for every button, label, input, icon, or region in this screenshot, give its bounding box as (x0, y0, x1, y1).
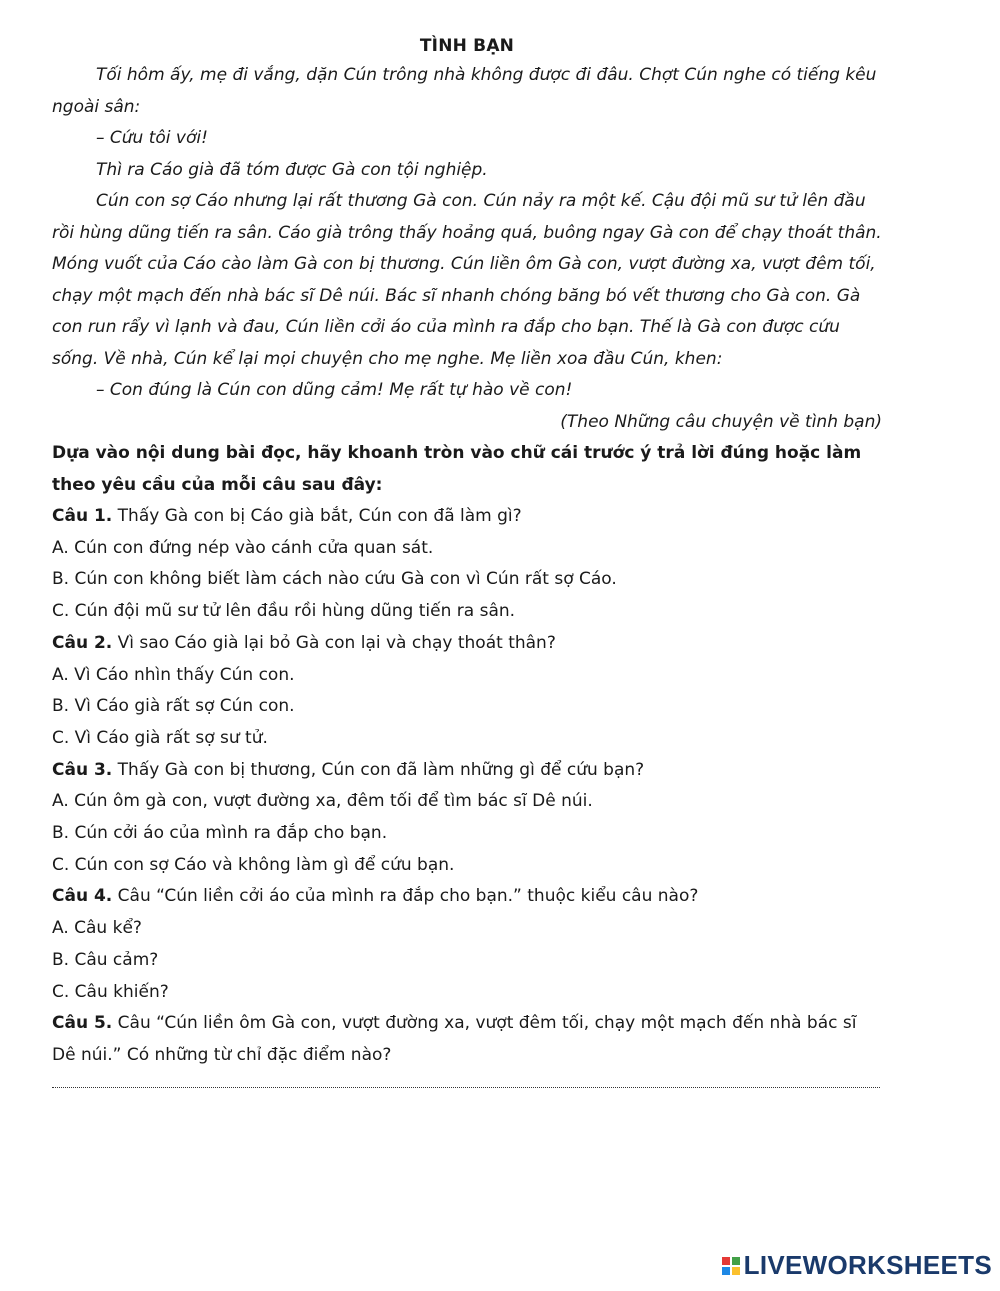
answer-option[interactable]: B. Câu cảm? (52, 949, 159, 970)
story-source: (Theo Những câu chuyện về tình bạn) (560, 411, 882, 432)
page-title: TÌNH BẠN (419, 36, 515, 56)
question-4 (52, 881, 882, 913)
answer-line[interactable] (52, 1086, 880, 1088)
logo-square (722, 1267, 730, 1275)
question-2 (52, 628, 882, 660)
questions (52, 501, 882, 1072)
question-number: Câu 4. (52, 886, 113, 907)
question-text: Câu “Cún liền cởi áo của mình ra đắp cho bạn.” thuộc kiểu câu nào? (112, 886, 699, 907)
answer-option[interactable]: B. Cún con không biết làm cách nào cứu Gà con vì Cún rất sợ Cáo. (52, 569, 617, 590)
answer-option[interactable]: C. Cún con sợ Cáo và không làm gì để cứu bạn. (52, 854, 455, 875)
question-text: Câu “Cún liền ôm Gà con, vượt đường xa, vượt đêm tối, chạy một mạch đến nhà bác sĩ Dê núi.” Có những từ chỉ đặc điểm nào? (52, 1013, 857, 1065)
question-number: Câu 2. (52, 632, 113, 653)
story-paragraph-1: Tối hôm ấy, mẹ đi vắng, dặn Cún trông nhà không được đi đâu. Chợt Cún nghe có tiếng kêu ngoài sân: (52, 65, 877, 117)
question-text: Vì sao Cáo già lại bỏ Gà con lại và chạy thoát thân? (112, 632, 556, 653)
logo-mark-icon (722, 1257, 740, 1275)
answer-option[interactable]: C. Cún đội mũ sư tử lên đầu rồi hùng dũng tiến ra sân. (52, 601, 516, 622)
liveworksheets-logo (722, 1250, 992, 1281)
story-paragraph-4: Cún con sợ Cáo nhưng lại rất thương Gà con. Cún nảy ra một kế. Cậu đội mũ sư tử lên đầu rồi hùng dũng tiến ra sân. Cáo già trông thấy hoảng quá, buông ngay Gà con để chạy thoát thân. Móng vuốt của Cáo cào làm Gà con bị thương. Cún liền ôm Gà con, vượt đường xa, vượt đêm tối, chạy một mạch đến nhà bác sĩ Dê núi. Bác sĩ nhanh chóng băng bó vết thương cho Gà con. Gà con run rẩy vì lạnh và đau, Cún liền cởi áo của mình ra đắp cho bạn. Thế là Gà con được cứu sống. Về nhà, Cún kể lại mọi chuyện cho mẹ nghe. Mẹ liền xoa đầu Cún, khen: (52, 191, 882, 369)
answer-option[interactable]: B. Cún cởi áo của mình ra đắp cho bạn. (52, 823, 388, 844)
question-number: Câu 3. (52, 759, 113, 780)
question-5 (52, 1008, 882, 1071)
answer-option[interactable]: C. Vì Cáo già rất sợ sư tử. (52, 727, 268, 748)
worksheet-page (52, 36, 882, 1088)
story-paragraph-5: – Con đúng là Cún con dũng cảm! Mẹ rất tự hào về con! (96, 380, 573, 400)
question-text: Thấy Gà con bị Cáo già bắt, Cún con đã làm gì? (112, 506, 522, 526)
answer-option[interactable]: A. Cún ôm gà con, vượt đường xa, đêm tối để tìm bác sĩ Dê núi. (52, 791, 593, 812)
answer-option[interactable]: A. Vì Cáo nhìn thấy Cún con. (52, 664, 295, 685)
logo-square (732, 1267, 740, 1275)
question-1 (52, 501, 882, 533)
answer-option[interactable]: A. Câu kể? (52, 918, 142, 939)
question-number: Câu 1. (52, 506, 113, 526)
instructions: Dựa vào nội dung bài đọc, hãy khoanh tròn vào chữ cái trước ý trả lời đúng hoặc làm theo yêu cầu của mỗi câu sau đây: (52, 443, 862, 495)
logo-text: LIVEWORKSHEETS (743, 1250, 992, 1280)
answer-option[interactable]: A. Cún con đứng nép vào cánh cửa quan sát. (52, 537, 434, 558)
question-number: Câu 5. (52, 1013, 113, 1034)
logo-square (732, 1257, 740, 1265)
story-paragraph-2: – Cứu tôi với! (96, 128, 208, 148)
story-paragraph-3: Thì ra Cáo già đã tóm được Gà con tội nghiệp. (96, 159, 488, 180)
answer-option[interactable]: C. Câu khiến? (52, 981, 169, 1002)
logo-square (722, 1257, 730, 1265)
story-text (52, 60, 882, 438)
question-text: Thấy Gà con bị thương, Cún con đã làm những gì để cứu bạn? (112, 759, 645, 780)
question-3 (52, 755, 882, 787)
answer-option[interactable]: B. Vì Cáo già rất sợ Cún con. (52, 696, 295, 717)
